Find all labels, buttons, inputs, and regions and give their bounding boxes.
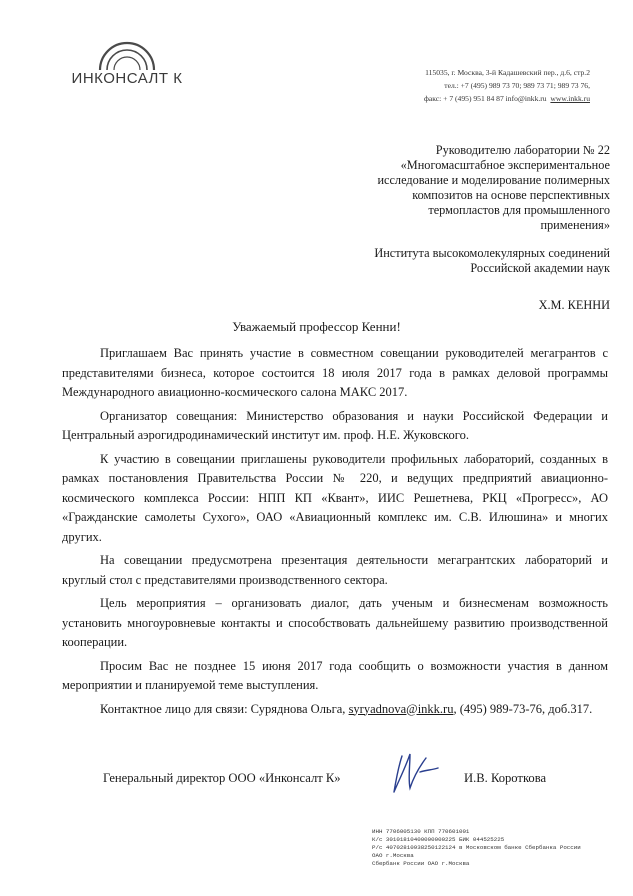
addressee-block (300, 143, 610, 313)
addressee-name: Х.М. КЕННИ (538, 298, 610, 312)
addressee-line: исследование и моделирование полимерных (377, 173, 610, 187)
paragraph: Просим Вас не позднее 15 июня 2017 года сообщить о возможности участия в данном мероприятии и планируемой теме выступления. (62, 658, 608, 692)
paragraph: Приглашаем Вас принять участие в совместном совещании руководителей мегагрантов с представителями бизнеса, которое состоится 18 июля 2017 года в рамках деловой программы Международного авиационно-космического салона МАКС 2017. (62, 346, 608, 399)
addressee-line: композитов на основе перспективных (412, 188, 610, 202)
letter-body (62, 344, 608, 723)
company-fax-line (350, 92, 590, 105)
addressee-line: применения» (540, 218, 610, 232)
paragraph: Цель мероприятия – организовать диалог, дать ученым и бизнесменам возможность установить многоуровневые контакты и способствовать дальнейшему развитию производственной кооперации. (62, 596, 608, 649)
addressee-line: Российской академии наук (470, 261, 610, 275)
company-name: ИНКОНСАЛТ К (71, 70, 183, 87)
contact-suffix: , (495) 989-73-76, доб.317. (453, 701, 593, 716)
company-address: 115035, г. Москва, 3-й Кадашевский пер., д.6, стр.2 (425, 68, 590, 77)
company-email[interactable]: info@inkk.ru (505, 94, 547, 103)
company-phone: тел.: +7 (495) 989 73 70; 989 73 71; 989 73 76, (444, 81, 590, 90)
company-fax: факс: + 7 (495) 951 84 87 (423, 94, 506, 103)
addressee-line: термопластов для промышленного (428, 203, 610, 217)
company-logo (62, 40, 192, 110)
signer-title: Генеральный директор ООО «Инконсалт К» (103, 771, 341, 785)
bank-line: Р/с 40702810938250122124 в Московском банке Сбербанка России (372, 844, 581, 851)
greeting: Уважаемый профессор Кенни! (232, 319, 401, 334)
contact-prefix: Контактное лицо для связи: Суряднова Ольга, (100, 701, 349, 716)
bank-details (372, 828, 612, 868)
addressee-line: «Многомасштабное экспериментальное (400, 158, 610, 172)
letterhead-contacts (350, 66, 590, 105)
paragraph: К участию в совещании приглашены руководители профильных лабораторий, созданных в рамках постановления Правительства России № 220, и ведущих предприятий авиационно-космического комплекса России: НПП КП «Квант», ИИС Решетнева, РКЦ «Прогресс», АО «Гражданские самолеты Сухого», ОАО «Авиационный комплекс им. С.В. Илюшина» и многих других. (62, 451, 608, 544)
company-website[interactable]: www.inkk.ru (550, 94, 590, 103)
logo-mark-icon (96, 40, 158, 72)
signer-name: И.В. Короткова (464, 771, 547, 785)
contact-paragraph (62, 700, 608, 720)
paragraph: На совещании предусмотрена презентация деятельности мегагрантских лабораторий и круглый стол с представителями производственного сектора. (62, 553, 608, 587)
bank-line: ОАО г.Москва (372, 852, 414, 859)
bank-line: ИНН 7706005130 КПП 770601001 (372, 828, 470, 835)
addressee-line: Института высокомолекулярных соединений (374, 246, 610, 260)
paragraph: Организатор совещания: Министерство образования и науки Российской Федерации и Центральный аэрогидродинамический институт им. проф. Н.Е. Жуковского. (62, 408, 608, 442)
bank-line: К/с 30101810400000000225 БИК 044525225 (372, 836, 505, 843)
bank-line: Сбербанк России ОАО г.Москва (372, 860, 470, 867)
contact-email-link[interactable]: syryadnova@inkk.ru (348, 701, 454, 716)
handwritten-signature-icon (380, 748, 450, 798)
addressee-line: Руководителю лаборатории № 22 (435, 143, 610, 157)
